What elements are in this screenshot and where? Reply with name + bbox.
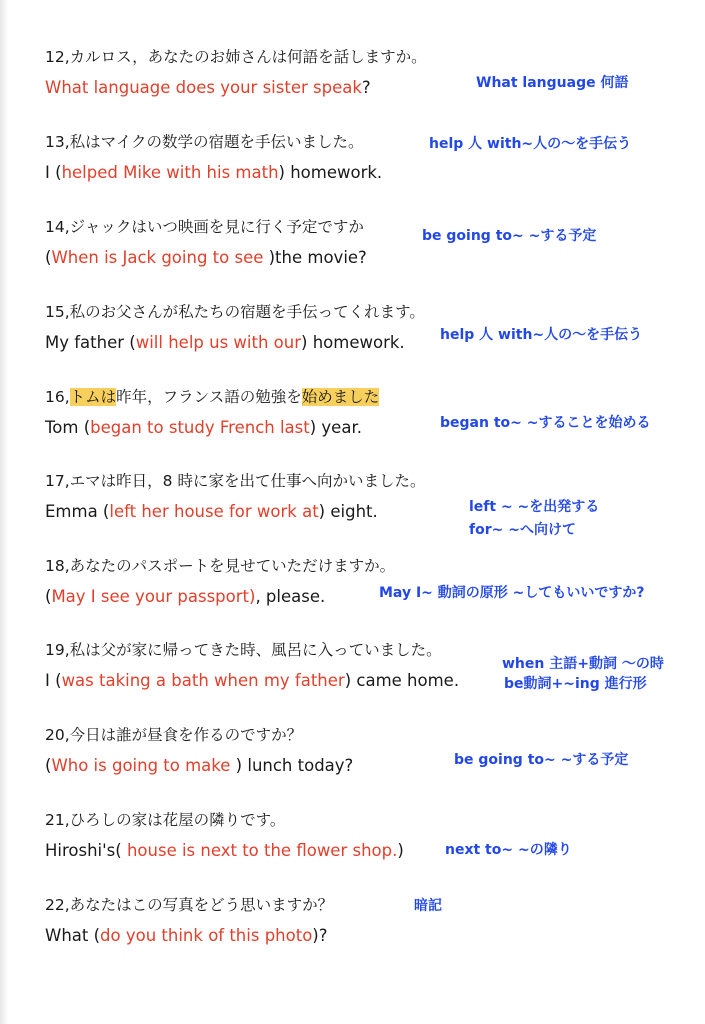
japanese-sentence: 16,トムは昨年，フランス語の勉強を始めました	[45, 388, 380, 406]
answer-text: do you think of this photo	[100, 926, 313, 945]
japanese-sentence: 18,あなたのパスポートを見せていただけますか。	[45, 557, 396, 575]
english-sentence: What (do you think of this photo)?	[45, 926, 328, 945]
grammar-note: left ~ ~を出発する	[469, 499, 600, 515]
highlighted-text: 始めました	[301, 388, 380, 406]
japanese-sentence: 21,ひろしの家は花屋の隣りです。	[45, 811, 286, 829]
answer-text: What language does your sister speak	[45, 78, 362, 97]
english-sentence: I (helped Mike with his math) homework.	[45, 163, 383, 182]
grammar-note: for~ ~へ向けて	[469, 522, 576, 538]
answer-text: house is next to the flower shop.	[126, 841, 398, 860]
japanese-sentence: 12,カルロス，あなたのお姉さんは何語を話しますか。	[45, 48, 427, 66]
japanese-sentence: 20,今日は誰が昼食を作るのですか？	[45, 726, 303, 744]
answer-text: May I see your passport)	[51, 587, 256, 606]
question-22	[45, 894, 685, 964]
japanese-sentence: 22,あなたはこの写真をどう思いますか？	[45, 896, 334, 914]
english-sentence: Tom (began to study French last) year.	[45, 418, 362, 437]
english-sentence: Emma (left her house for work at) eight.	[45, 502, 378, 521]
grammar-note: when 主語+動詞 ～の時	[502, 656, 664, 672]
japanese-sentence: 13,私はマイクの数学の宿題を手伝いました。	[45, 133, 364, 151]
english-sentence: My father (will help us with our) homework.	[45, 333, 405, 352]
highlighted-text: トムは	[69, 388, 117, 406]
english-sentence: I (was taking a bath when my father) came home.	[45, 671, 460, 690]
grammar-note: 暗記	[414, 898, 442, 914]
grammar-note: be going to~ ~する予定	[422, 228, 597, 244]
grammar-note: began to~ ~することを始める	[440, 415, 651, 431]
question-21	[45, 809, 685, 879]
english-sentence: Hiroshi's( house is next to the flower shop.)	[45, 841, 404, 860]
grammar-note: What language 何語	[476, 75, 629, 91]
english-sentence: What language does your sister speak?	[45, 78, 371, 97]
answer-text: left her house for work at	[109, 502, 319, 521]
japanese-sentence: 15,私のお父さんが私たちの宿題を手伝ってくれます。	[45, 303, 425, 321]
japanese-sentence: 19,私は父が家に帰ってきた時、風呂に入っていました。	[45, 641, 442, 659]
japanese-sentence: 14,ジャックはいつ映画を見に行く予定ですか	[45, 218, 364, 236]
answer-text: began to study French last	[90, 418, 310, 437]
grammar-note: help 人 with~人の～を手伝う	[429, 136, 632, 152]
english-sentence: (Who is going to make ) lunch today?	[45, 756, 354, 775]
english-sentence: (When is Jack going to see )the movie?	[45, 248, 367, 267]
grammar-note: next to~ ~の隣り	[445, 842, 572, 858]
grammar-note: help 人 with~人の～を手伝う	[440, 327, 643, 343]
answer-text: helped Mike with his math	[61, 163, 279, 182]
answer-text: Who is going to make	[51, 756, 236, 775]
japanese-sentence: 17,エマは昨日，8 時に家を出て仕事へ向かいました。	[45, 472, 426, 490]
answer-text: was taking a bath when my father	[61, 671, 345, 690]
english-sentence: (May I see your passport), please.	[45, 587, 326, 606]
grammar-note: be going to~ ~する予定	[454, 752, 629, 768]
answer-text: When is Jack going to see	[51, 248, 269, 267]
page-edge-shadow	[0, 0, 8, 1024]
answer-text: will help us with our	[135, 333, 302, 352]
grammar-note: May I~ 動詞の原形 ~してもいいですか?	[379, 585, 645, 601]
grammar-note: be動詞+~ing 進行形	[504, 676, 647, 692]
